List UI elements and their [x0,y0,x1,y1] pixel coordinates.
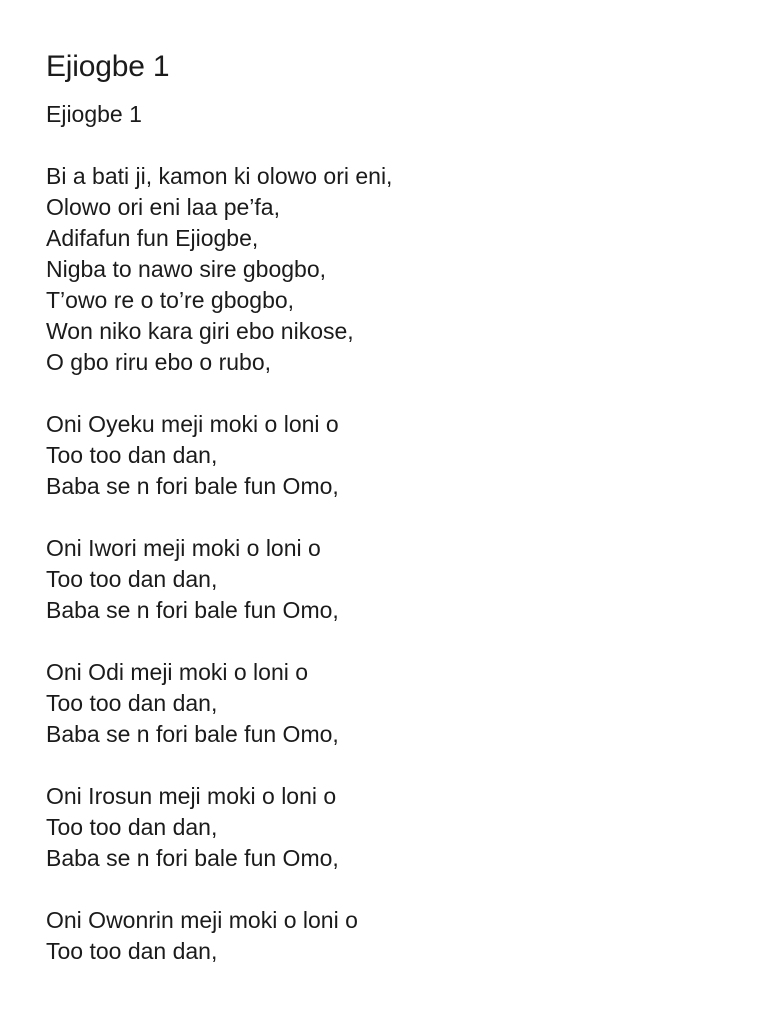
verse-line: Too too dan dan, [46,690,218,716]
verse-line: Baba se n fori bale fun Omo, [46,597,339,623]
stanza [46,533,738,626]
stanza [46,409,738,502]
verse-line: Won niko kara giri ebo nikose, [46,318,354,344]
document [46,46,738,998]
verse-line: Adifafun fun Ejiogbe, [46,225,259,251]
verse-line: Bi a bati ji, kamon ki olowo ori eni, [46,163,393,189]
verse-line: Oni Irosun meji moki o loni o [46,783,337,809]
verse-line: O gbo riru ebo o rubo, [46,349,272,375]
verse-body [46,161,738,967]
stanza [46,905,738,967]
verse-line: Oni Owonrin meji moki o loni o [46,907,358,933]
document-title: Ejiogbe 1 [46,50,170,83]
verse-line: Oni Oyeku meji moki o loni o [46,411,339,437]
verse-line: Too too dan dan, [46,814,218,840]
verse-line: Too too dan dan, [46,938,218,964]
verse-line: Olowo ori eni laa pe’fa, [46,194,280,220]
stanza [46,781,738,874]
verse-line: Too too dan dan, [46,566,218,592]
stanza [46,161,738,378]
stanza [46,657,738,750]
verse-line: Baba se n fori bale fun Omo, [46,473,339,499]
verse-line: Baba se n fori bale fun Omo, [46,845,339,871]
verse-line: T’owo re o to’re gbogbo, [46,287,295,313]
verse-line: Oni Iwori meji moki o loni o [46,535,321,561]
verse-line: Oni Odi meji moki o loni o [46,659,309,685]
verse-line: Too too dan dan, [46,442,218,468]
verse-line: Baba se n fori bale fun Omo, [46,721,339,747]
document-subtitle: Ejiogbe 1 [46,101,142,127]
verse-line: Nigba to nawo sire gbogbo, [46,256,327,282]
